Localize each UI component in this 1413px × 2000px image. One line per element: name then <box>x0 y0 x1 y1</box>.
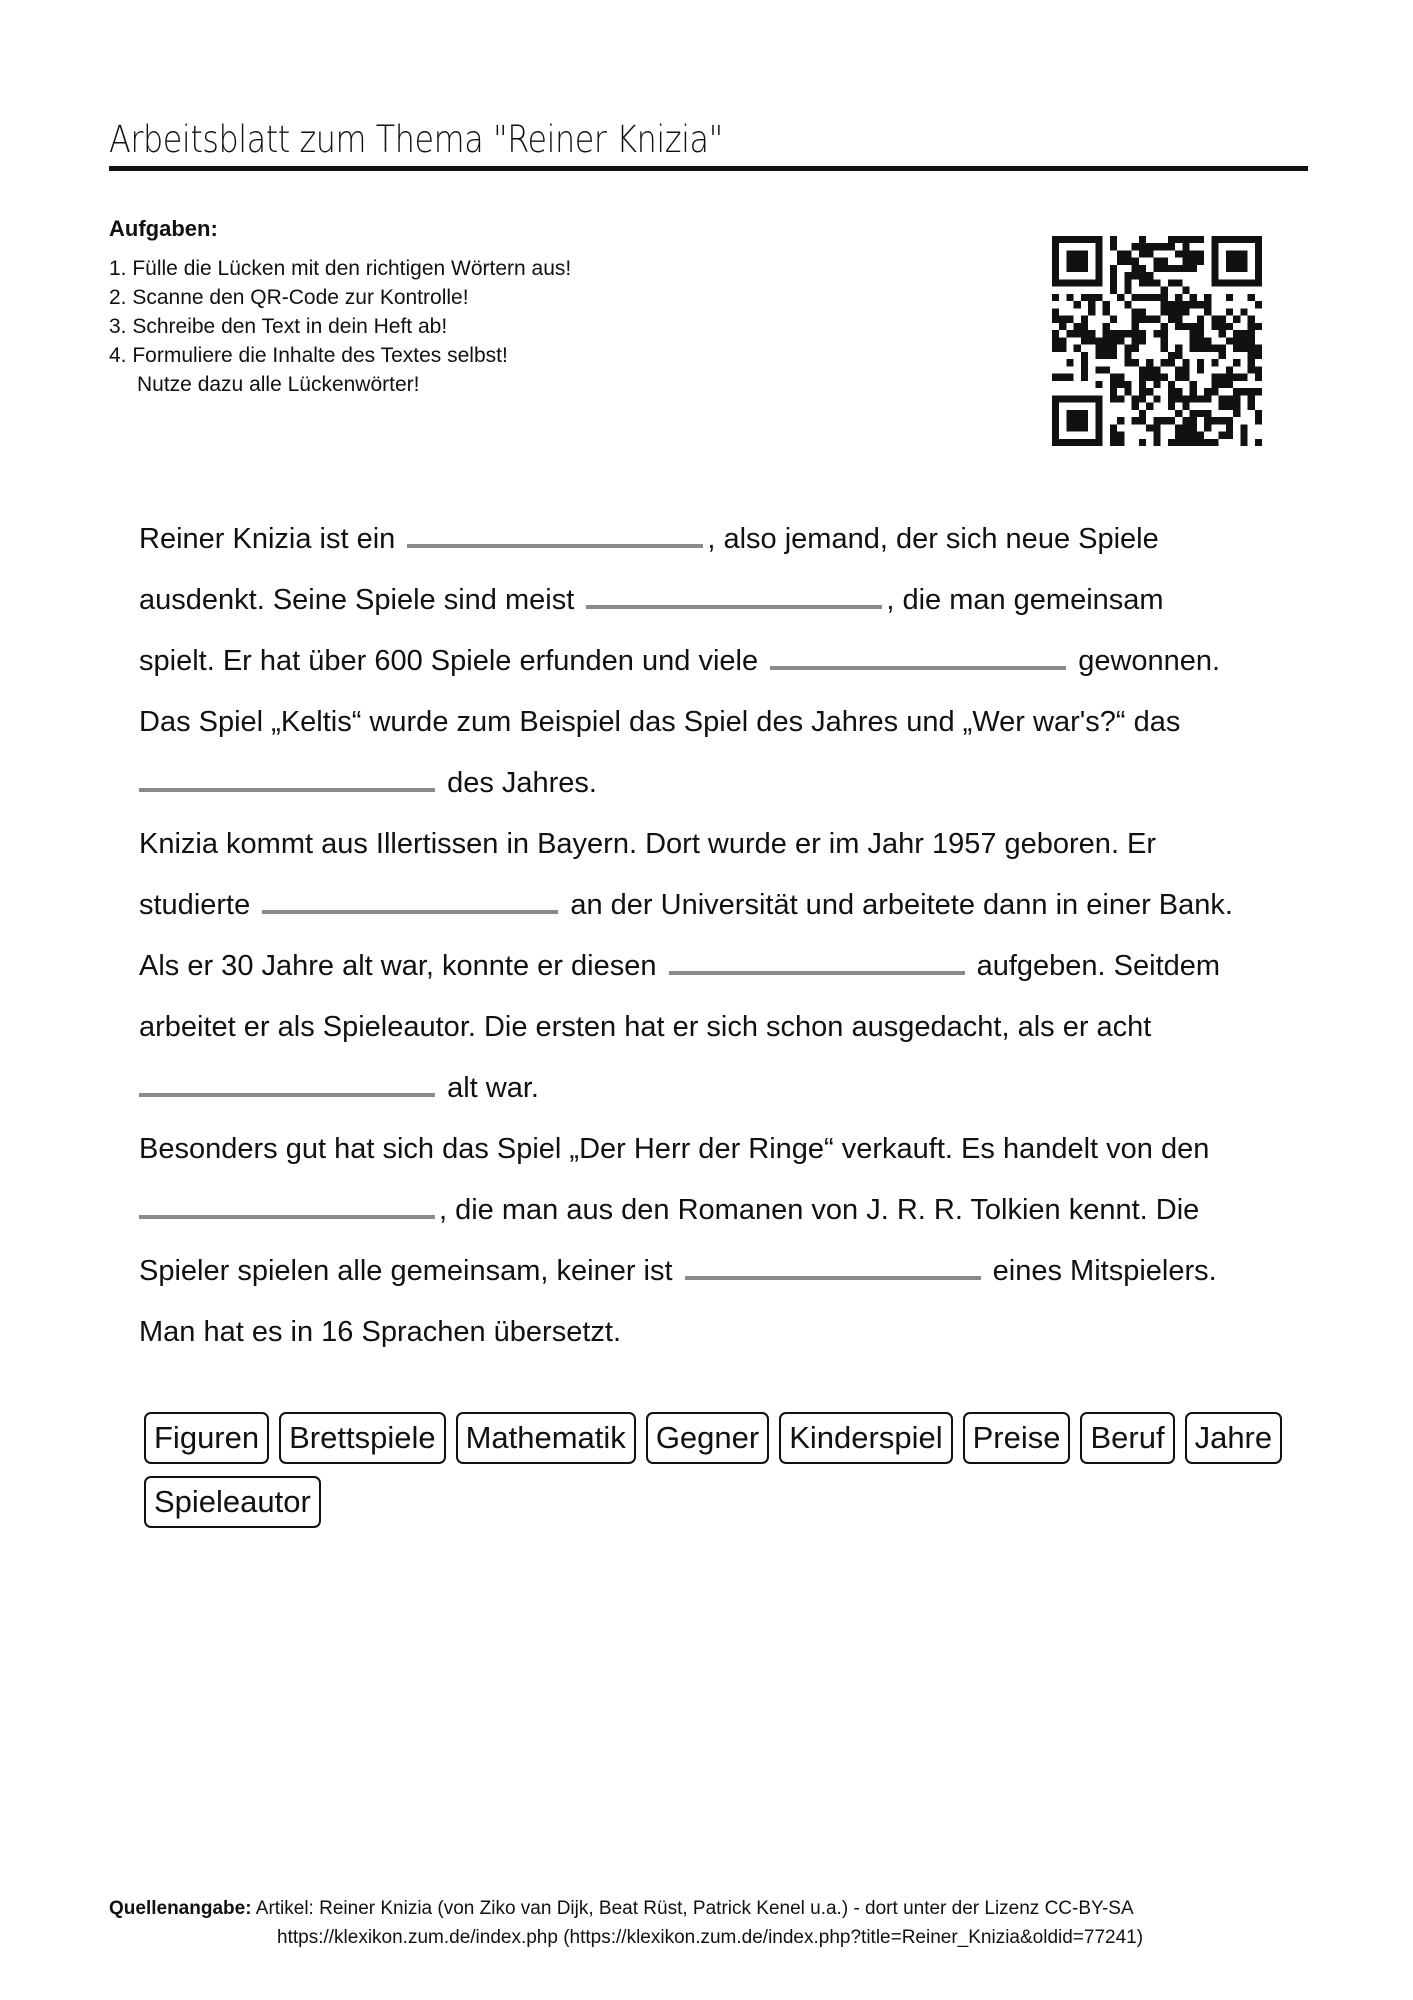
blank-field[interactable] <box>139 1067 435 1097</box>
word-card[interactable]: Gegner <box>646 1412 769 1464</box>
page-title: Arbeitsblatt zum Thema "Reiner Knizia" <box>109 118 723 161</box>
cloze-text-segment: studierte <box>139 889 251 921</box>
task-list <box>109 254 571 399</box>
cloze-line <box>139 875 1279 936</box>
cloze-line: Besonders gut hat sich das Spiel „Der Herr der Ringe“ verkauft. Es handelt von den <box>139 1133 1210 1165</box>
cloze-text-segment: an der Universität und arbeitete dann in einer Bank. <box>570 889 1233 921</box>
cloze-text-segment: Reiner Knizia ist ein <box>139 523 396 555</box>
cloze-text-segment: , also jemand, der sich neue Spiele <box>707 523 1159 555</box>
blank-field[interactable] <box>407 518 703 548</box>
cloze-line <box>139 631 1279 692</box>
task-item: 3. Schreibe den Text in dein Heft ab! <box>109 315 448 338</box>
blank-field[interactable] <box>139 1189 435 1219</box>
cloze-text-segment: ausdenkt. Seine Spiele sind meist <box>139 584 575 616</box>
cloze-line <box>139 1180 1279 1241</box>
cloze-line <box>139 936 1279 997</box>
blank-field[interactable] <box>262 884 558 914</box>
cloze-text-segment: , die man aus den Romanen von J. R. R. Tolkien kennt. Die <box>439 1194 1200 1226</box>
blank-field[interactable] <box>770 640 1066 670</box>
word-bank <box>144 1412 1284 1528</box>
cloze-text <box>139 509 1279 1363</box>
word-card[interactable]: Spieleautor <box>144 1476 321 1528</box>
blank-field[interactable] <box>139 762 435 792</box>
source-line: https://klexikon.zum.de/index.php (https://klexikon.zum.de/index.php?title=Reiner_Knizia&oldid=77241) <box>277 1927 1144 1948</box>
cloze-line: Knizia kommt aus Illertissen in Bayern. Dort wurde er im Jahr 1957 geboren. Er <box>139 828 1157 860</box>
source-line: Artikel: Reiner Knizia (von Ziko van Dijk, Beat Rüst, Patrick Kenel u.a.) - dort unter der Lizenz CC-BY-SA <box>255 1898 1134 1919</box>
blank-field[interactable] <box>685 1250 981 1280</box>
task-item: 1. Fülle die Lücken mit den richtigen Wörtern aus! <box>109 257 572 280</box>
cloze-line <box>139 509 1279 570</box>
source-attribution <box>109 1894 1143 1952</box>
word-card[interactable]: Beruf <box>1080 1412 1174 1464</box>
task-item-continuation: Nutze dazu alle Lückenwörter! <box>137 373 420 396</box>
word-card[interactable]: Figuren <box>144 1412 269 1464</box>
cloze-line: Man hat es in 16 Sprachen übersetzt. <box>139 1316 622 1348</box>
cloze-text-segment: alt war. <box>447 1072 539 1104</box>
cloze-text-segment: gewonnen. <box>1078 645 1221 677</box>
cloze-text-segment: des Jahres. <box>447 767 597 799</box>
word-card[interactable]: Jahre <box>1185 1412 1283 1464</box>
cloze-text-segment: eines Mitspielers. <box>992 1255 1217 1287</box>
task-item: 2. Scanne den QR-Code zur Kontrolle! <box>109 286 469 309</box>
cloze-text-segment: Als er 30 Jahre alt war, konnte er diesen <box>139 950 657 982</box>
task-item: 4. Formuliere die Inhalte des Textes selbst! <box>109 344 508 367</box>
cloze-text-segment: Spieler spielen alle gemeinsam, keiner ist <box>139 1255 673 1287</box>
cloze-line <box>139 1241 1279 1302</box>
cloze-text-segment: , die man gemeinsam <box>886 584 1164 616</box>
cloze-text-segment: spielt. Er hat über 600 Spiele erfunden und viele <box>139 645 759 677</box>
title-divider <box>109 166 1308 171</box>
cloze-line <box>139 570 1279 631</box>
source-label: Quellenangabe: <box>109 1898 252 1919</box>
blank-field[interactable] <box>586 579 882 609</box>
tasks-heading: Aufgaben: <box>109 216 218 241</box>
cloze-line: Das Spiel „Keltis“ wurde zum Beispiel das Spiel des Jahres und „Wer war's?“ das <box>139 706 1181 738</box>
word-card[interactable]: Mathematik <box>456 1412 636 1464</box>
cloze-line <box>139 753 1279 814</box>
cloze-text-segment: aufgeben. Seitdem <box>976 950 1221 982</box>
word-card[interactable]: Preise <box>963 1412 1071 1464</box>
cloze-line <box>139 1058 1279 1119</box>
word-card[interactable]: Kinderspiel <box>779 1412 952 1464</box>
qr-code-icon[interactable] <box>1052 236 1262 446</box>
cloze-line: arbeitet er als Spieleautor. Die ersten hat er sich schon ausgedacht, als er acht <box>139 1011 1152 1043</box>
word-card[interactable]: Brettspiele <box>279 1412 445 1464</box>
blank-field[interactable] <box>669 945 965 975</box>
